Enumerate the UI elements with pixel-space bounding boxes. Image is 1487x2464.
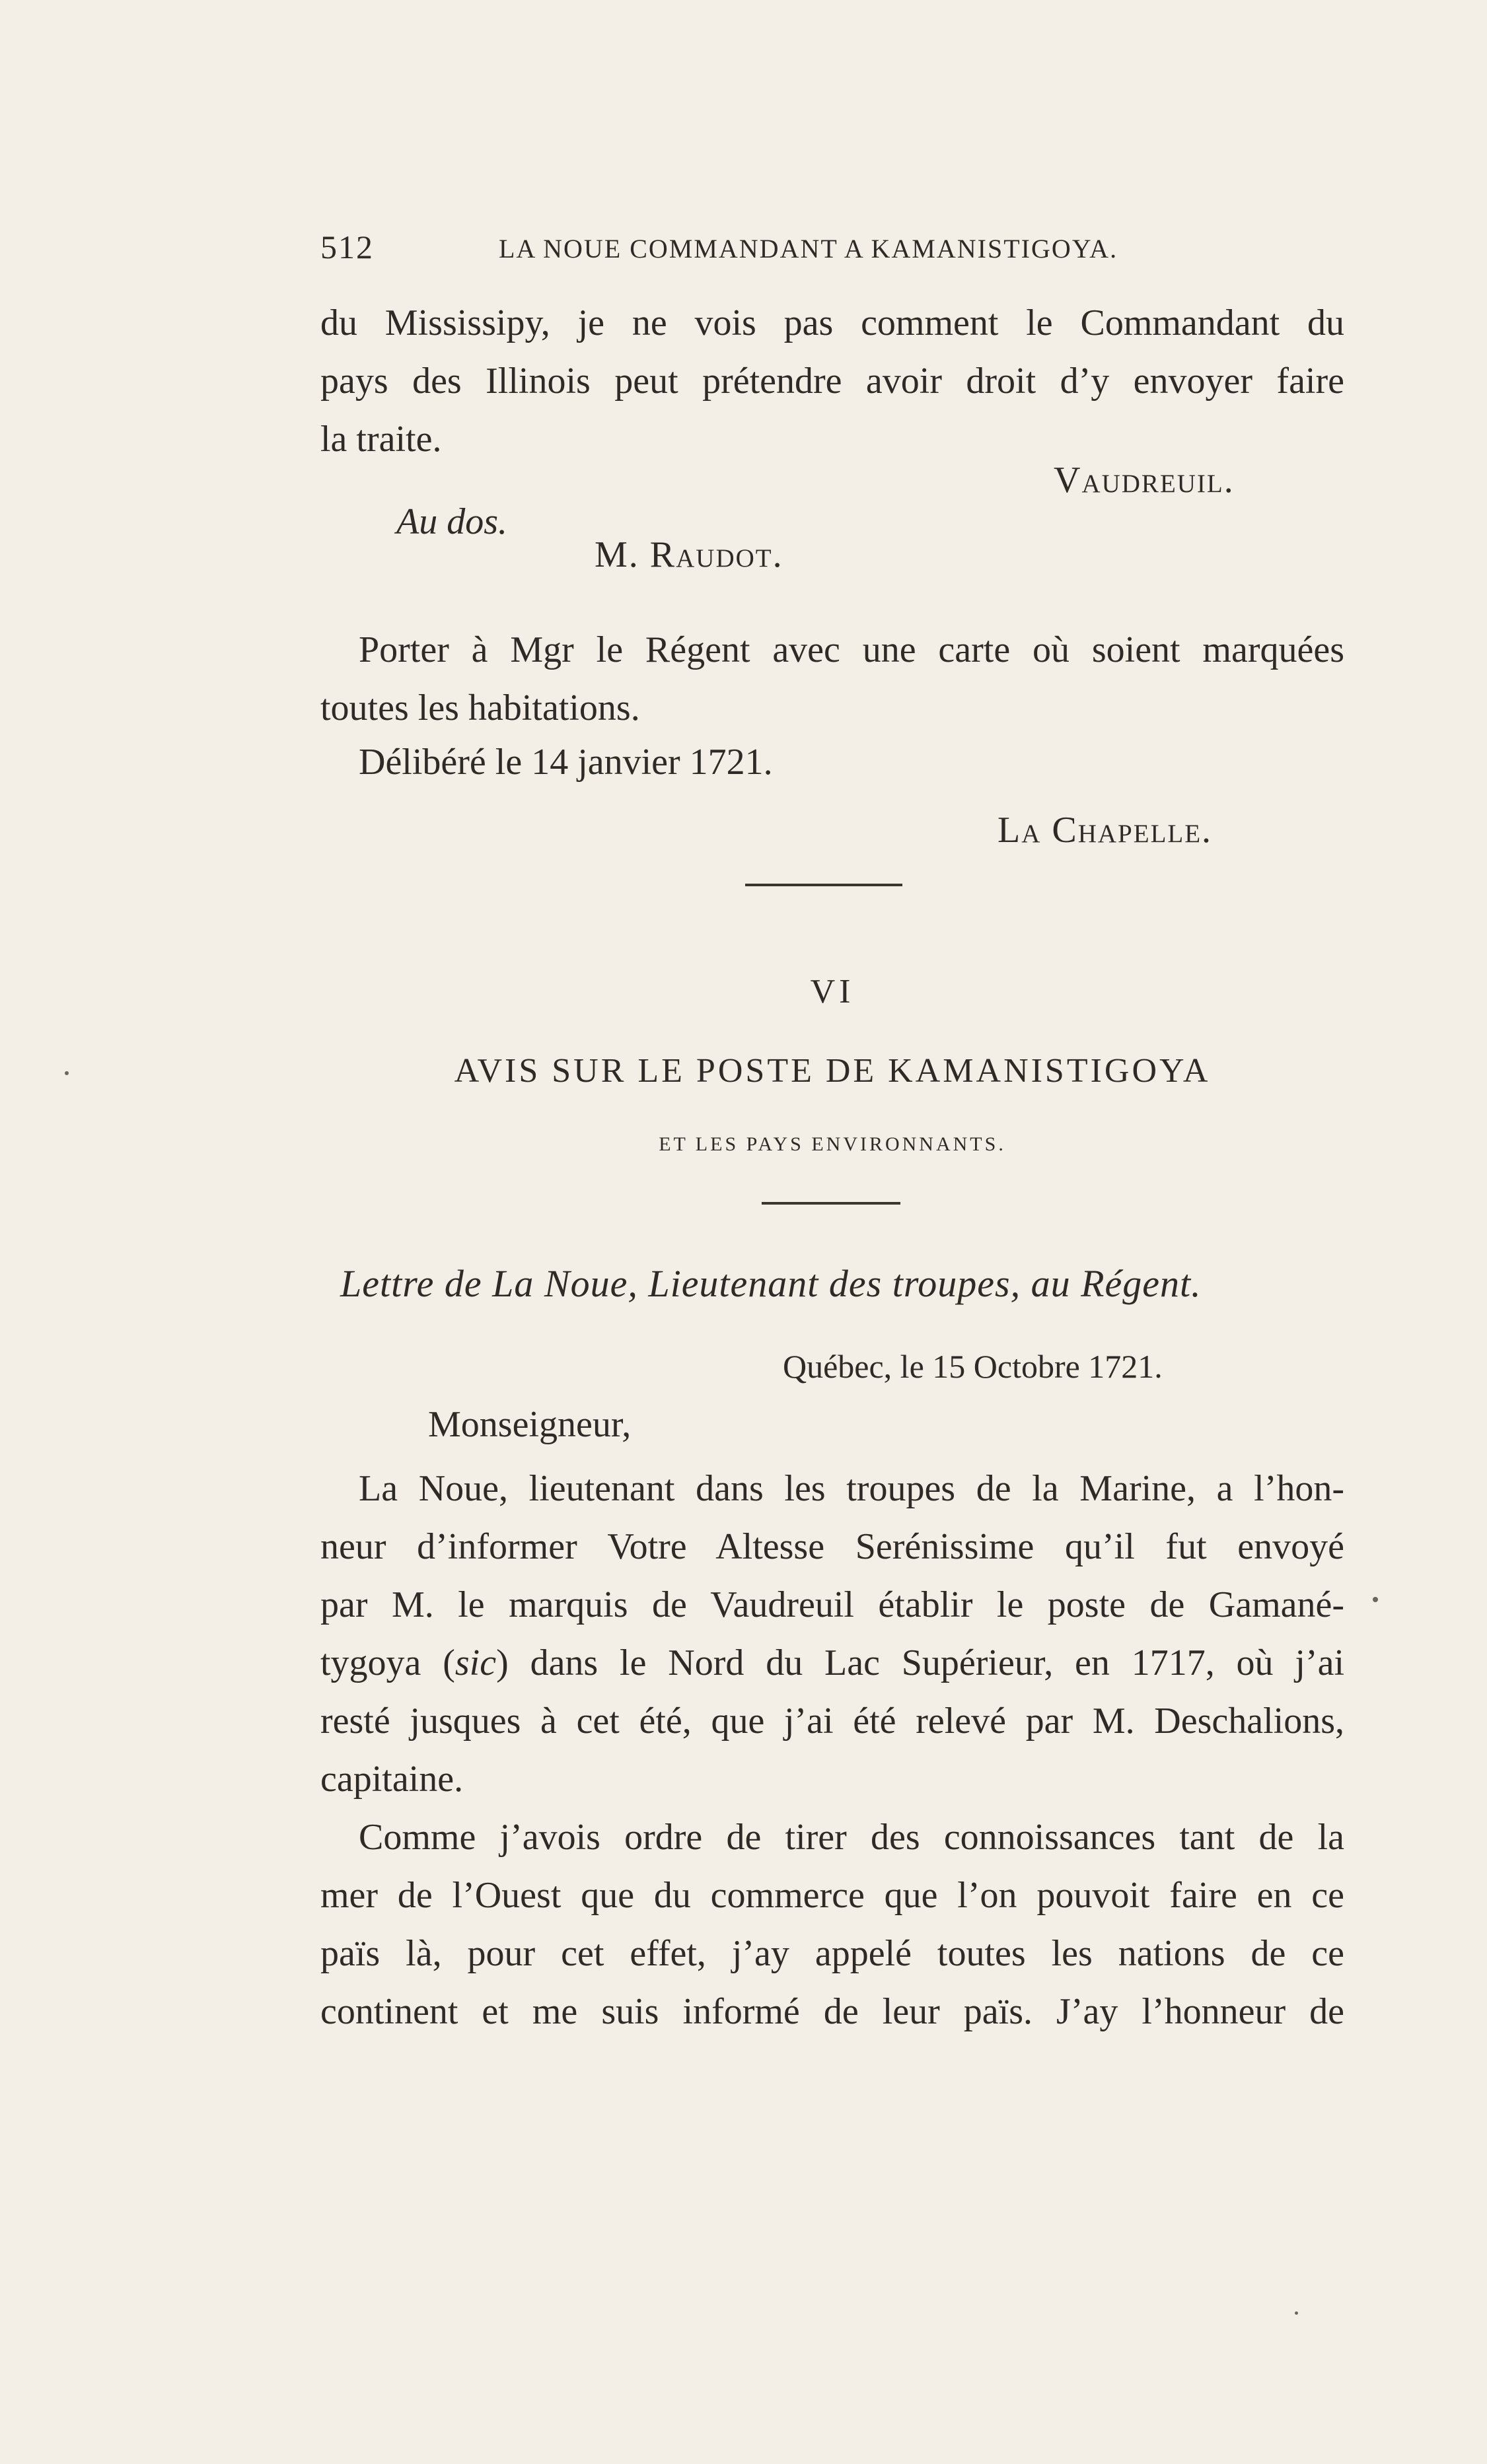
text-line: neur d’informer Votre Altesse Serénissime qu’il fut envoyé (320, 1526, 1344, 1567)
addressee-raudot: M. Raudot. (595, 534, 783, 575)
text-line: capitaine. (320, 1759, 464, 1800)
paper-speck (1373, 1597, 1378, 1602)
letter-dateline: Québec, le 15 Octobre 1721. (783, 1348, 1163, 1385)
au-dos-label: Au dos. (396, 501, 507, 542)
letter-paragraph-1 (320, 1460, 1344, 1808)
text-line: Comme j’avois ordre de tirer des connoissances tant de la (359, 1817, 1344, 1858)
paper-speck (1295, 2311, 1298, 2315)
paper-speck (65, 1071, 69, 1075)
text-span: ) dans le Nord du Lac Supérieur, en 1717, où j’ai (496, 1642, 1344, 1683)
text-line: du Mississipy, je ne vois pas comment le Commandant du (320, 302, 1344, 343)
text-line: mer de l’Ouest que du commerce que l’on pouvoit faire en ce (320, 1875, 1344, 1916)
text-line: La Noue, lieutenant dans les troupes de la Marine, a l’hon- (359, 1468, 1344, 1509)
section-number: VI (810, 973, 855, 1010)
text-line: païs là, pour cet effet, j’ay appelé toutes les nations de ce (320, 1933, 1344, 1974)
sic-word: sic (454, 1642, 497, 1683)
running-title: LA NOUE COMMANDANT A KAMANISTIGOYA. (499, 234, 1118, 264)
section-subheading: ET LES PAYS ENVIRONNANTS. (659, 1133, 1006, 1155)
text-line: resté jusques à cet été, que j’ai été relevé par M. Deschalions, (320, 1701, 1344, 1742)
paragraph-continuation (320, 294, 1344, 468)
paragraph-porter (320, 621, 1344, 737)
deliberation-date: Délibéré le 14 janvier 1721. (359, 742, 773, 783)
letter-title: Lettre de La Noue, Lieutenant des troupes, au Régent. (340, 1262, 1202, 1305)
letter-paragraph-2 (320, 1808, 1344, 2041)
text-line-sic (320, 1634, 1344, 1692)
text-span: tygoya ( (320, 1642, 455, 1683)
section-heading: AVIS SUR LE POSTE DE KAMANISTIGOYA (454, 1052, 1211, 1090)
text-line: continent et me suis informé de leur païs. J’ay l’honneur de (320, 1991, 1344, 2032)
page-number: 512 (320, 229, 374, 265)
section-divider (745, 884, 902, 886)
letter-salutation: Monseigneur, (428, 1404, 632, 1445)
text-line: par M. le marquis de Vaudreuil établir le poste de Gamané- (320, 1584, 1344, 1625)
signature-vaudreuil: Vaudreuil. (1054, 460, 1235, 501)
text-line: pays des Illinois peut prétendre avoir droit d’y envoyer faire (320, 361, 1344, 402)
signature-la-chapelle: La Chapelle. (997, 810, 1213, 851)
running-head (320, 228, 1199, 265)
text-line: Porter à Mgr le Régent avec une carte où soient marquées (359, 629, 1344, 670)
heading-divider (762, 1202, 900, 1205)
text-line: la traite. (320, 419, 442, 460)
text-line: toutes les habitations. (320, 687, 640, 728)
